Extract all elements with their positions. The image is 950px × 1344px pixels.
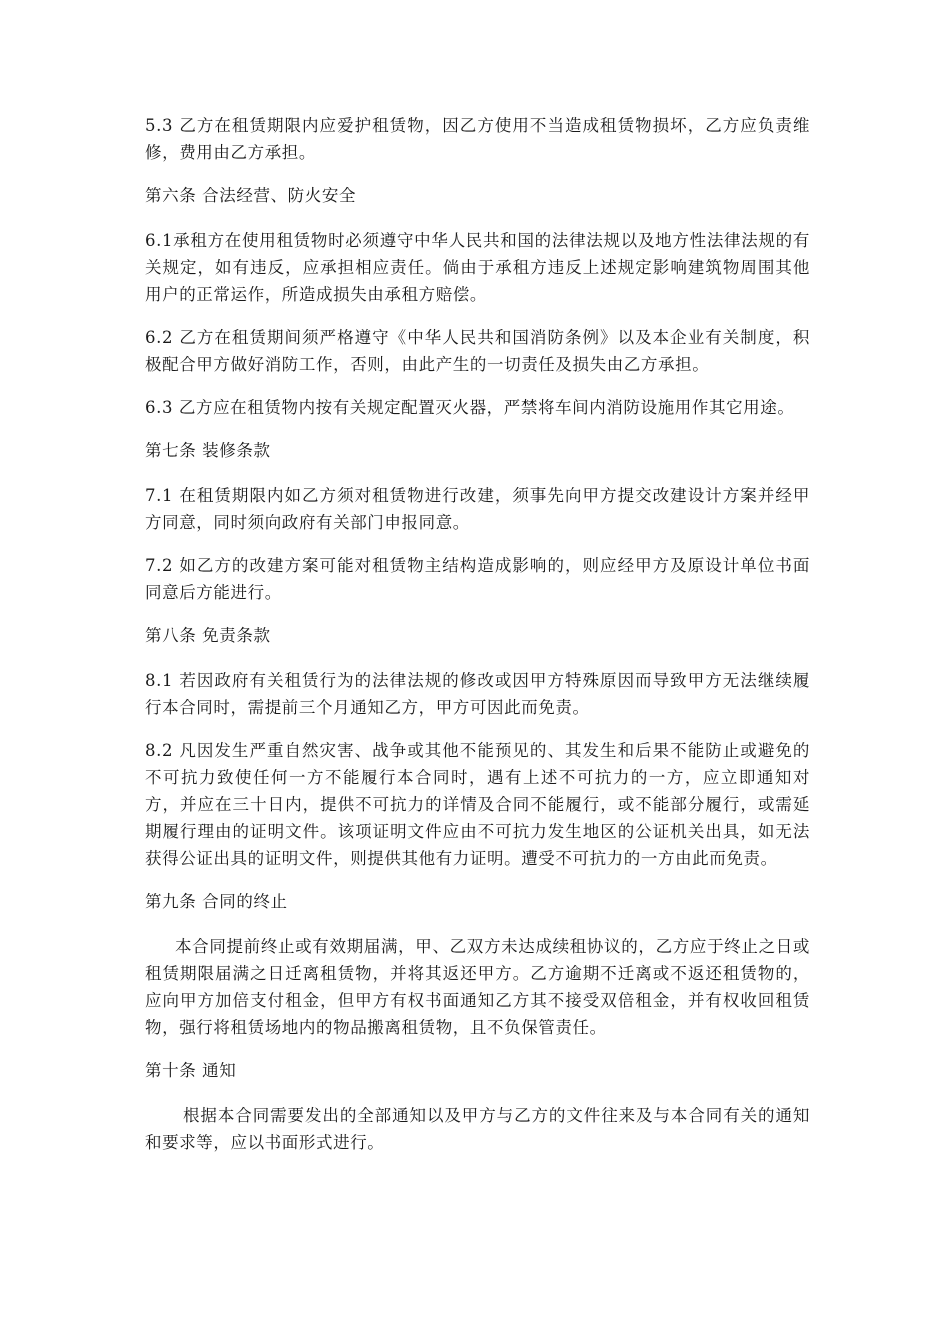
clause-5-3: 5.3 乙方在租赁期限内应爱护租赁物，因乙方使用不当造成租赁物损坏，乙方应负责维修，费用由乙方承担。 xyxy=(145,116,810,162)
article-9-body: 本合同提前终止或有效期届满，甲、乙双方未达成续租协议的，乙方应于终止之日或租赁期限届满之日迁离租赁物，并将其返还甲方。乙方逾期不迁离或不返还租赁物的，应向甲方加倍支付租金，但甲方有权书面通知乙方其不接受双倍租金，并有权收回租赁物，强行将租赁场地内的物品搬离租赁物，且不负保管责任。 xyxy=(145,937,810,1037)
article-10-body: 根据本合同需要发出的全部通知以及甲方与乙方的文件往来及与本合同有关的通知和要求等，应以书面形式进行。 xyxy=(145,1106,810,1152)
clause-7-1: 7.1 在租赁期限内如乙方须对租赁物进行改建，须事先向甲方提交改建设计方案并经甲方同意，同时须向政府有关部门申报同意。 xyxy=(145,486,810,532)
article-10-heading: 第十条 通知 xyxy=(145,1061,237,1080)
clause-8-1: 8.1 若因政府有关租赁行为的法律法规的修改或因甲方特殊原因而导致甲方无法继续履行本合同时，需提前三个月通知乙方，甲方可因此而免责。 xyxy=(145,671,810,717)
clause-6-1: 6.1承租方在使用租赁物时必须遵守中华人民共和国的法律法规以及地方性法律法规的有关规定，如有违反，应承担相应责任。倘由于承租方违反上述规定影响建筑物周围其他用户的正常运作，所造成损失由承租方赔偿。 xyxy=(145,231,810,304)
document-page xyxy=(145,112,810,1172)
article-8-heading: 第八条 免责条款 xyxy=(145,626,271,645)
article-9-heading: 第九条 合同的终止 xyxy=(145,892,288,911)
clause-6-2: 6.2 乙方在租赁期间须严格遵守《中华人民共和国消防条例》以及本企业有关制度，积极配合甲方做好消防工作，否则，由此产生的一切责任及损失由乙方承担。 xyxy=(145,328,810,374)
clause-6-3: 6.3 乙方应在租赁物内按有关规定配置灭火器，严禁将车间内消防设施用作其它用途。 xyxy=(145,398,795,417)
article-7-heading: 第七条 装修条款 xyxy=(145,441,271,460)
article-6-heading: 第六条 合法经营、防火安全 xyxy=(145,186,357,205)
clause-8-2: 8.2 凡因发生严重自然灾害、战争或其他不能预见的、其发生和后果不能防止或避免的不可抗力致使任何一方不能履行本合同时，遇有上述不可抗力的一方，应立即通知对方，并应在三十日内，提供不可抗力的详情及合同不能履行，或不能部分履行，或需延期履行理由的证明文件。该项证明文件应由不可抗力发生地区的公证机关出具，如无法获得公证出具的证明文件，则提供其他有力证明。遭受不可抗力的一方由此而免责。 xyxy=(145,741,810,868)
clause-7-2: 7.2 如乙方的改建方案可能对租赁物主结构造成影响的，则应经甲方及原设计单位书面同意后方能进行。 xyxy=(145,556,810,602)
